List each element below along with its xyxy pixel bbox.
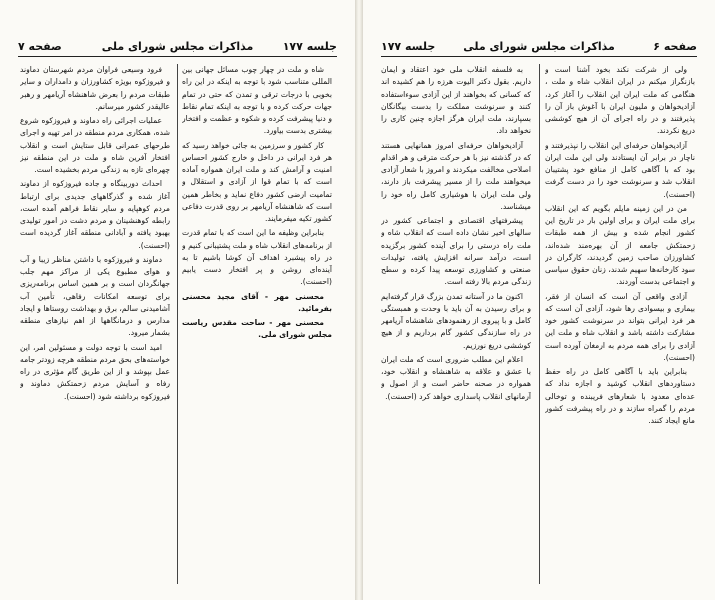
left-page-session: جلسه ۱۷۷ (282, 40, 337, 53)
paragraph: کار کشور و سرزمین به جائی خواهد رسید که هر فرد ایرانی در داخل و خارج کشور احساس امنیت و آرامش کند و ملت ایران همواره آماده است که با تمام قوا از آزادی و استقلال و تمامیت ارضی کشور دفاع نماید و بخاطر همین است که شاهنشاه آریامهر بر روی قدرت دفاعی کشور تکیه میفرمایند. (182, 140, 332, 223)
paragraph: احداث دوربینگاه و جاده فیروزکوه از دماوند آغاز شده و گذرگاههای جدیدی برای ارتباط مردم کوهپایه و سایر نقاط فراهم آمده است، رابطه کوهنشینان و مردم دشت در امور تولیدی بهبود یافته و آبادانی منطقه آغاز گردیده است (احسنت). (20, 179, 170, 250)
paragraph: شاه و ملت در چهار چوب مسائل جهانی بین المللی متناسب شود با توجه به اینکه در این راه بخوبی با درجات ترقی و تمدن که حتی در تمام جهات حرکت کرده و با توجه به اینکه تمام نقاط و دنیا پیشرفت کرده و شکوه و عظمت و افتخار بیشتری بدست بیاورد. (182, 65, 332, 136)
paragraph: امید است با توجه دولت و مسئولین امر، این خواسته‌های بحق مردم منطقه هرچه زودتر جامه عمل بپوشد و از این طریق گام مؤثری در راه رفاه و آسایش مردم زحمتکش دماوند و فیروزکوه برداشته شود (احسنت). (20, 342, 170, 401)
paragraph: من در این زمینه مایلم بگویم که این انقلاب برای ملت ایران و برای اولین بار در تاریخ این کشور انجام شده و بیش از همه طبقات زحمتکش جامعه از آن بهره‌مند شده‌اند، کشاورزان صاحب زمین گردیدند، کارگران در سود کارخانه‌ها سهیم شدند، زنان حقوق سیاسی و اجتماعی بدست آوردند. (545, 203, 695, 287)
left-page-column-right (182, 64, 332, 584)
paragraph: فرود وسیعی فراوان مردم شهرستان دماوند و فیروزکوه بویژه کشاورزان و دامداران و سایر طبقات مردم را بعرض شاهنشاه آریامهر و رهبر عالیقدر کشور میرسانم. (20, 65, 170, 111)
paragraph: به فلسفه انقلاب ملی خود اعتقاد و ایمان داریم. بقول دکتر الیوت هرزه را هم کشیده اند که کسانی که بخواهند از این آزادی سوءاستفاده کنند و سرنوشت مملکت را بدست بیگانگان بسپارند، ملت ایران هرگز اجازه چنین کاری را نخواهد داد. (381, 65, 531, 136)
left-page (0, 0, 355, 600)
right-page-column-right (545, 64, 695, 584)
speaker-line: محسنی مهر - ساحت مقدس ریاست مجلس شورای ملی. (182, 318, 332, 340)
column-divider (539, 64, 540, 584)
paragraph: اعلام این مطلب ضروری است که ملت ایران با عشق و علاقه به شاهنشاه و انقلاب خود، همواره در صحنه حاضر است و از اصول و آرمانهای انقلاب پاسداری خواهد کرد (احسنت). (381, 354, 531, 401)
paragraph: اکنون ما در آستانه تمدن بزرگ قرار گرفته‌ایم و برای رسیدن به آن باید با وحدت و همبستگی کامل و با پیروی از رهنمودهای شاهنشاه آریامهر در راه سازندگی کشور گام برداریم و از هیچ کوششی دریغ نورزیم. (381, 291, 531, 350)
paragraph: آزادیخواهان حرفه‌ای امروز همانهایی هستند که در گذشته نیز با هر حرکت مترقی و هر اقدام اصلاحی مخالفت میکردند و امروز با شعار آزادی میخواهند ملت را از مسیر پیشرفت باز دارند، ولی ملت ایران با هوشیاری کامل راه خود را میشناسد. (381, 140, 531, 211)
paragraph: آزادیخواهان حرفه‌ای این انقلاب را نپذیرفتند و ناچار در برابر آن ایستادند ولی این ملت ایران بود که با آگاهی کامل از منافع خود پشتیبان انقلاب شد و سرنوشت خود را در دست گرفت (احسنت). (545, 140, 695, 199)
right-page-number: صفحه ۶ (653, 40, 697, 53)
paragraph: ولی از شرکت نکند بخود آشنا است و بازنگراز میکنم ‌در ایران انقلاب شاه و ملت ، هنگامی که ملت ایران این انقلاب را آغاز کرد، آزادیخواهان و ملیون ایران با آغوش باز آن را پذیرفتند و در راه اجرای آن از هیچ کوششی دریغ نکردند. (545, 65, 695, 136)
paragraph: بنابراین وظیفه ما این است که با تمام قدرت از برنامه‌های انقلاب شاه و ملت پشتیبانی کنیم و در راه پیشبرد اهداف آن کوشا باشیم تا به آینده‌ای روشن و پر افتخار دست یابیم (احسنت). (182, 228, 332, 287)
left-page-number: صفحه ۷ (18, 40, 62, 53)
speaker-intro: محسنی مهر - آقای مجید محسنی بفرمائید. (182, 291, 332, 313)
paragraph: دماوند و فیروزکوه با داشتن مناظر زیبا و آب و هوای مطبوع یکی از مراکز مهم جلب جهانگردان است و بر همین اساس برنامه‌ریزی برای توسعه امکانات رفاهی، تأمین آب آشامیدنی سالم، برق و بهداشت روستاها و ایجاد مدارس و درمانگاهها از اهم نیازهای منطقه بشمار میرود. (20, 254, 170, 338)
paragraph: عملیات اجرائی راه دماوند و فیروزکوه شروع شده، همکاری مردم منطقه در امر تهیه و اجرای طرحهای عمرانی قابل ستایش است و انقلاب افتخار آفرین شاه و ملت در این منطقه نیز چهره‌ای تازه به زندگی مردم بخشیده است. (20, 116, 170, 174)
right-page-column-left (381, 64, 531, 584)
left-page-title: مذاکرات مجلس شورای ملی (101, 40, 254, 53)
right-page-header (381, 38, 697, 57)
right-page (363, 0, 715, 600)
left-page-column-left (20, 64, 170, 584)
column-divider (177, 64, 178, 584)
paragraph: پیشرفتهای اقتصادی و اجتماعی کشور در سالهای اخیر نشان داده است که انقلاب شاه و ملت راه درستی را برای آینده کشور برگزیده است، درآمد سرانه افزایش یافته، تولیدات صنعتی و کشاورزی توسعه پیدا کرده و سطح زندگی مردم بالا رفته است. (381, 216, 531, 287)
paragraph: بنابراین باید با آگاهی کامل در راه حفظ دستاوردهای انقلاب کوشید و اجازه نداد که عده‌ای معدود با شعارهای فریبنده و توخالی مردم را گمراه سازند و در راه پیشرفت کشور مانع ایجاد کنند. (545, 367, 695, 425)
left-page-header (18, 38, 337, 57)
right-page-title: مذاکرات مجلس شورای ملی (463, 40, 615, 53)
right-page-session: جلسه ۱۷۷ (381, 40, 436, 53)
book-gutter (355, 0, 363, 600)
paragraph: آزادی واقعی آن است که انسان از فقر، بیماری و بیسوادی رها شود، آزادی آن است که هر فرد ایرانی بتواند در سرنوشت کشور خود مشارکت داشته باشد و انقلاب شاه و ملت این آزادی را برای همه مردم به ارمغان آورده است (احسنت). (545, 291, 695, 362)
